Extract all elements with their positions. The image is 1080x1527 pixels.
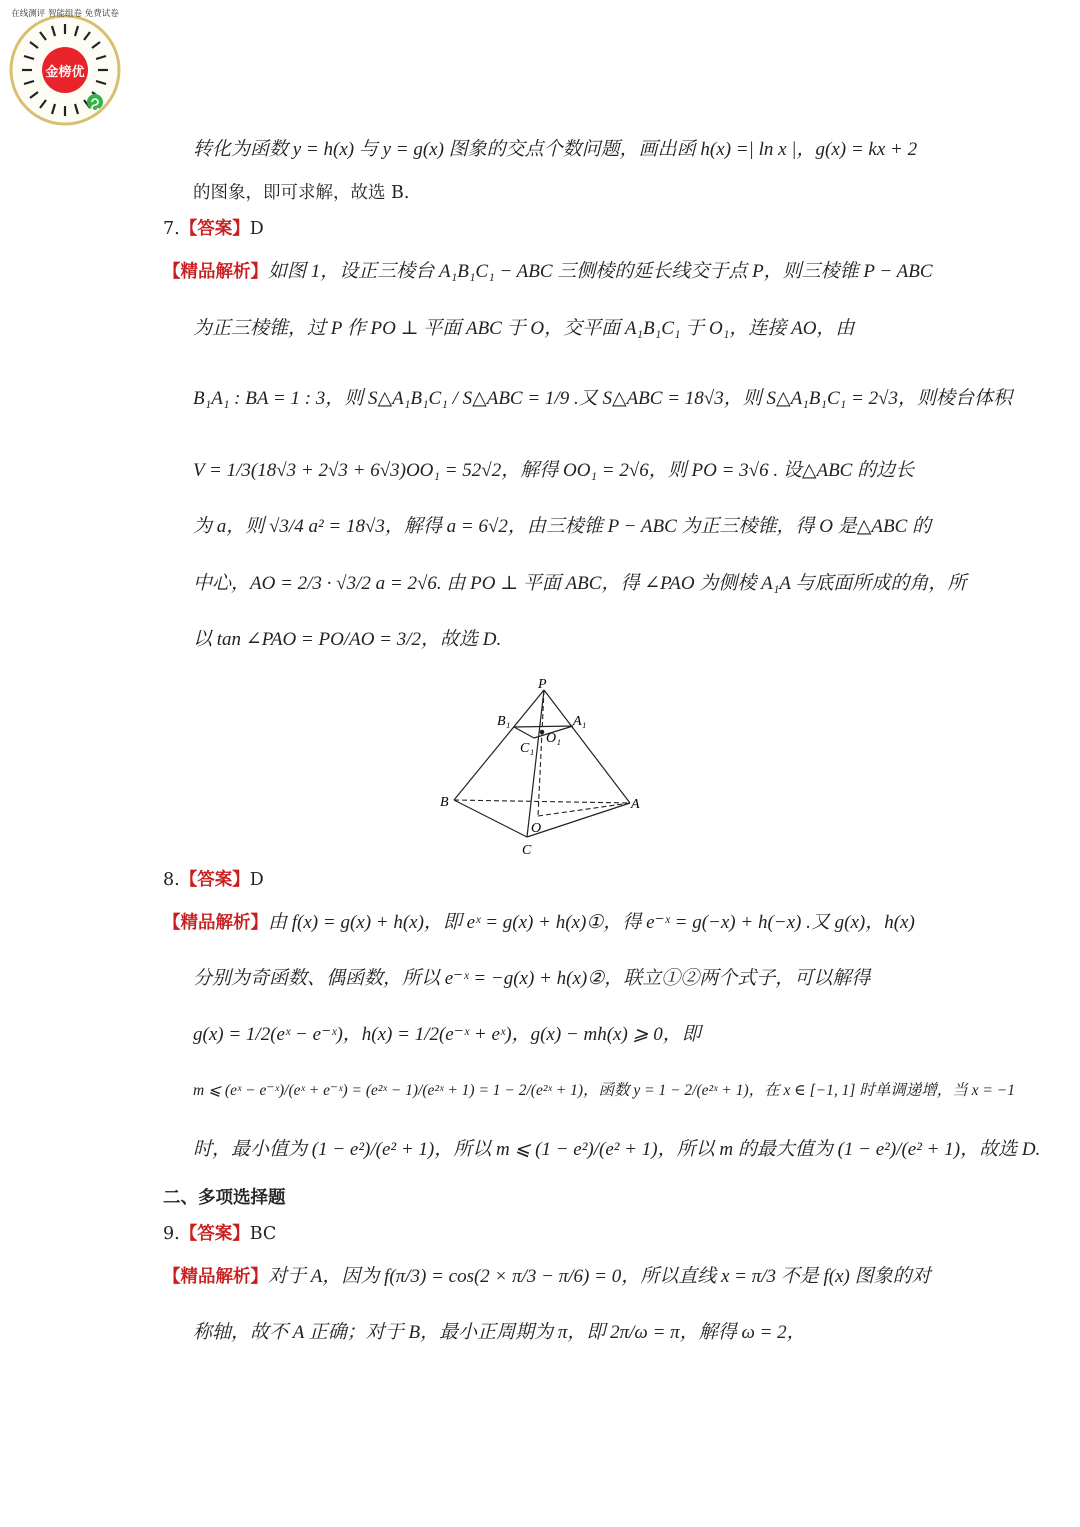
logo-brand-text: 金榜优: [45, 65, 85, 80]
label-C: C: [522, 843, 532, 858]
q7-analysis-line-4: V = 1/3(18√3 + 2√3 + 6√3)OO₁ = 52√2，解得 OO₁ = 2√6，则 PO = 3√6 . 设△ABC 的边长: [193, 460, 915, 481]
label-A1: A₁: [573, 714, 587, 729]
q7-number: 7.: [163, 219, 180, 239]
figure-pyramid: [430, 672, 650, 862]
q9-analysis-line-2: 称轴，故不 A 正确；对于 B，最小正周期为 π，即 2π/ω = π，解得 ω = 2，: [193, 1322, 806, 1343]
label-O1: O₁: [546, 731, 561, 746]
continuation-line-2: 的图象，即可求解，故选 B.: [193, 183, 410, 203]
q7-analysis-text-1: 如图 1，设正三棱台 A₁B₁C₁ − ABC 三侧棱的延长线交于点 P，则三棱锥 P − ABC: [268, 261, 933, 282]
section-title-multi-choice: 二、多项选择题: [163, 1188, 286, 1208]
q9-analysis-text-1: 对于 A，因为 f(π/3) = cos(2 × π/3 − π/6) = 0，所以直线 x = π/3 不是 f(x) 图象的对: [268, 1266, 931, 1287]
q7-answer-line: [163, 219, 264, 240]
q8-analysis-text-1: 由 f(x) = g(x) + h(x)，即 eˣ = g(x) + h(x)①，得 e⁻ˣ = g(−x) + h(−x) .又 g(x)，h(x): [268, 912, 915, 933]
label-A: A: [631, 797, 640, 812]
q7-analysis-tag: 【精品解析】: [163, 262, 268, 282]
q8-analysis-line-5: 时，最小值为 (1 − e²)/(e² + 1)，所以 m ⩽ (1 − e²)/(e² + 1)，所以 m 的最大值为 (1 − e²)/(e² + 1)，故选 D.: [193, 1139, 1041, 1160]
q7-analysis-line-2: 为正三棱锥，过 P 作 PO ⊥ 平面 ABC 于 O，交平面 A₁B₁C₁ 于 O₁，连接 AO，由: [193, 318, 855, 339]
q7-analysis-line-7: 以 tan ∠PAO = PO/AO = 3/2，故选 D.: [193, 629, 502, 650]
q8-number: 8.: [163, 870, 180, 890]
q8-analysis-tag: 【精品解析】: [163, 913, 268, 933]
q7-analysis-line-3: B₁A₁ : BA = 1 : 3，则 S△A₁B₁C₁ / S△ABC = 1/9 .又 S△ABC = 18√3，则 S△A₁B₁C₁ = 2√3，则棱台体积: [193, 388, 1013, 409]
q8-answer: D: [249, 870, 264, 890]
q8-analysis-line-1: [163, 912, 915, 935]
q8-analysis-line-3: g(x) = 1/2(eˣ − e⁻ˣ)，h(x) = 1/2(e⁻ˣ + eˣ)，g(x) − mh(x) ⩾ 0，即: [193, 1024, 701, 1045]
q8-analysis-line-4: m ⩽ (eˣ − e⁻ˣ)/(eˣ + e⁻ˣ) = (e²ˣ − 1)/(e²ˣ + 1) = 1 − 2/(e²ˣ + 1)，函数 y = 1 − 2/(e²ˣ + 1)，在 x ∈ [−1, 1] 时单调递增，当 x = −1: [193, 1082, 1015, 1099]
label-C1: C₁: [520, 741, 535, 756]
q9-answer: BC: [249, 1224, 277, 1244]
q9-answer-line: [163, 1224, 276, 1245]
q9-answer-tag: 【答案】: [179, 1224, 250, 1244]
q8-answer-line: [163, 870, 264, 891]
q8-analysis-line-2: 分别为奇函数、偶函数，所以 e⁻ˣ = −g(x) + h(x)②，联立①②两个式子，可以解得: [193, 968, 871, 989]
q7-answer: D: [249, 219, 264, 239]
continuation-line-1: 转化为函数 y = h(x) 与 y = g(x) 图象的交点个数问题，画出函 h(x) =| ln x |，g(x) = kx + 2: [193, 139, 918, 160]
logo-arc-text: 在线测评 智能组卷 免费试卷: [11, 9, 119, 19]
brand-logo: [4, 4, 126, 128]
q9-analysis-tag: 【精品解析】: [163, 1267, 268, 1287]
label-P: P: [538, 677, 547, 692]
label-B: B: [440, 795, 449, 810]
q9-number: 9.: [163, 1224, 180, 1244]
q7-answer-tag: 【答案】: [179, 219, 250, 239]
label-O: O: [531, 821, 542, 836]
q7-analysis-line-6: 中心，AO = 2/3 · √3/2 a = 2√6. 由 PO ⊥ 平面 ABC，得 ∠PAO 为侧棱 A₁A 与底面所成的角，所: [193, 573, 967, 594]
label-B1: B₁: [497, 714, 511, 729]
q8-answer-tag: 【答案】: [179, 870, 250, 890]
q9-analysis-line-1: [163, 1266, 931, 1289]
q7-analysis-line-5: 为 a，则 √3/4 a² = 18√3，解得 a = 6√2，由三棱锥 P − ABC 为正三棱锥，得 O 是△ABC 的: [193, 516, 931, 537]
q7-analysis-line-1: [163, 261, 933, 284]
